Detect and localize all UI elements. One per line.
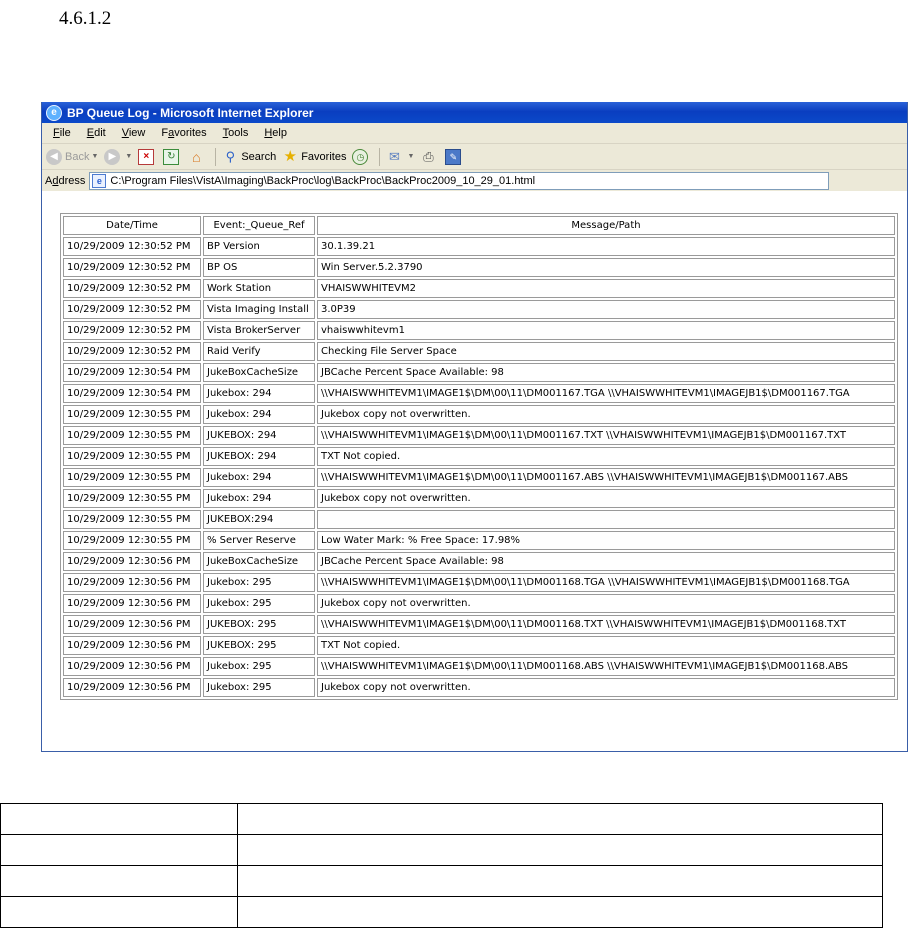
blank-cell	[238, 866, 883, 897]
cell-message: Jukebox copy not overwritten.	[317, 489, 895, 508]
blank-cell	[1, 835, 238, 866]
cell-event: Jukebox: 295	[203, 573, 315, 592]
cell-datetime: 10/29/2009 12:30:54 PM	[63, 363, 201, 382]
forward-button[interactable]	[104, 149, 132, 165]
cell-event: Jukebox: 294	[203, 489, 315, 508]
search-icon: ⚲	[225, 148, 236, 164]
cell-message: \\VHAISWWHITEVM1\IMAGE1$\DM\00\11\DM001167.TGA \\VHAISWWHITEVM1\IMAGEJB1$\DM001167.TGA	[317, 384, 895, 403]
cell-datetime: 10/29/2009 12:30:52 PM	[63, 342, 201, 361]
cell-datetime: 10/29/2009 12:30:55 PM	[63, 489, 201, 508]
cell-event: Jukebox: 294	[203, 405, 315, 424]
cell-event: Raid Verify	[203, 342, 315, 361]
cell-event: JUKEBOX: 295	[203, 636, 315, 655]
table-row	[63, 237, 895, 256]
cell-datetime: 10/29/2009 12:30:55 PM	[63, 468, 201, 487]
cell-event: JUKEBOX: 294	[203, 447, 315, 466]
mail-button[interactable]	[386, 149, 414, 165]
section-number: 4.6.1.2	[59, 8, 112, 29]
menu-item[interactable]: File	[53, 127, 71, 139]
menu-item[interactable]: Tools	[222, 127, 249, 139]
table-row	[63, 594, 895, 613]
search-label: Search	[241, 150, 277, 163]
cell-event: BP OS	[203, 258, 315, 277]
cell-datetime: 10/29/2009 12:30:55 PM	[63, 426, 201, 445]
cell-datetime: 10/29/2009 12:30:52 PM	[63, 321, 201, 340]
home-button[interactable]	[188, 149, 207, 165]
cell-event: Work Station	[203, 279, 315, 298]
table-row	[63, 573, 895, 592]
history-button[interactable]	[352, 149, 371, 165]
cell-event: JUKEBOX:294	[203, 510, 315, 529]
table-row	[63, 342, 895, 361]
blank-cell	[238, 897, 883, 928]
column-header-event: Event:_Queue_Ref	[203, 216, 315, 235]
cell-datetime: 10/29/2009 12:30:56 PM	[63, 657, 201, 676]
cell-message: \\VHAISWWHITEVM1\IMAGE1$\DM\00\11\DM001168.TGA \\VHAISWWHITEVM1\IMAGEJB1$\DM001168.TGA	[317, 573, 895, 592]
cell-event: % Server Reserve	[203, 531, 315, 550]
favorites-label: Favorites	[301, 150, 347, 163]
table-row	[63, 657, 895, 676]
address-field[interactable]	[89, 172, 829, 190]
cell-message: 3.0P39	[317, 300, 895, 319]
page-content	[42, 191, 907, 751]
cell-datetime: 10/29/2009 12:30:56 PM	[63, 573, 201, 592]
address-bar	[42, 170, 907, 193]
menu-item[interactable]: Favorites	[161, 127, 207, 139]
toolbar	[42, 144, 907, 170]
cell-datetime: 10/29/2009 12:30:55 PM	[63, 405, 201, 424]
cell-datetime: 10/29/2009 12:30:55 PM	[63, 510, 201, 529]
blank-table-row	[1, 804, 883, 835]
back-button[interactable]	[46, 149, 98, 165]
cell-event: Jukebox: 294	[203, 468, 315, 487]
cell-message	[317, 510, 895, 529]
back-label: Back	[65, 150, 90, 163]
refresh-icon: ↻	[163, 149, 179, 165]
cell-datetime: 10/29/2009 12:30:56 PM	[63, 594, 201, 613]
blank-table-row	[1, 835, 883, 866]
chevron-down-icon: ▼	[125, 153, 133, 160]
cell-datetime: 10/29/2009 12:30:52 PM	[63, 237, 201, 256]
blank-cell	[238, 835, 883, 866]
table-row	[63, 363, 895, 382]
blank-cell	[238, 804, 883, 835]
refresh-button[interactable]	[163, 149, 182, 165]
cell-message: \\VHAISWWHITEVM1\IMAGE1$\DM\00\11\DM001167.ABS \\VHAISWWHITEVM1\IMAGEJB1$\DM001167.ABS	[317, 468, 895, 487]
cell-message: VHAISWWHITEVM2	[317, 279, 895, 298]
cell-message: JBCache Percent Space Available: 98	[317, 552, 895, 571]
table-row	[63, 384, 895, 403]
toolbar-separator	[379, 148, 380, 166]
blank-table-row	[1, 866, 883, 897]
table-row	[63, 489, 895, 508]
search-button[interactable]	[222, 149, 276, 165]
chevron-down-icon: ▼	[407, 153, 415, 160]
table-row	[63, 615, 895, 634]
blank-cell	[1, 866, 238, 897]
cell-message: \\VHAISWWHITEVM1\IMAGE1$\DM\00\11\DM001168.ABS \\VHAISWWHITEVM1\IMAGEJB1$\DM001168.ABS	[317, 657, 895, 676]
cell-event: Jukebox: 294	[203, 384, 315, 403]
cell-datetime: 10/29/2009 12:30:56 PM	[63, 636, 201, 655]
edit-icon: ✎	[445, 149, 461, 165]
star-icon: ★	[283, 147, 297, 165]
cell-message: TXT Not copied.	[317, 447, 895, 466]
table-row	[63, 468, 895, 487]
blank-cell	[1, 804, 238, 835]
address-label: Address	[45, 175, 86, 187]
table-row	[63, 510, 895, 529]
cell-message: JBCache Percent Space Available: 98	[317, 363, 895, 382]
forward-arrow-icon: ▶	[104, 149, 120, 165]
cell-message: TXT Not copied.	[317, 636, 895, 655]
cell-event: JukeBoxCacheSize	[203, 552, 315, 571]
blank-table-row	[1, 897, 883, 928]
log-table	[60, 213, 898, 700]
blank-cell	[1, 897, 238, 928]
table-row	[63, 321, 895, 340]
history-icon: ◷	[352, 149, 368, 165]
cell-datetime: 10/29/2009 12:30:54 PM	[63, 384, 201, 403]
cell-datetime: 10/29/2009 12:30:52 PM	[63, 279, 201, 298]
blank-table	[0, 803, 883, 928]
cell-datetime: 10/29/2009 12:30:55 PM	[63, 531, 201, 550]
cell-event: Vista Imaging Install	[203, 300, 315, 319]
title-bar[interactable]	[42, 102, 907, 123]
column-header-message: Message/Path	[317, 216, 895, 235]
table-row	[63, 552, 895, 571]
print-button[interactable]	[420, 149, 439, 165]
cell-message: 30.1.39.21	[317, 237, 895, 256]
table-row	[63, 531, 895, 550]
cell-message: \\VHAISWWHITEVM1\IMAGE1$\DM\00\11\DM001168.TXT \\VHAISWWHITEVM1\IMAGEJB1$\DM001168.TXT	[317, 615, 895, 634]
cell-event: Jukebox: 295	[203, 678, 315, 697]
cell-event: JukeBoxCacheSize	[203, 363, 315, 382]
cell-event: BP Version	[203, 237, 315, 256]
cell-message: vhaiswwhitevm1	[317, 321, 895, 340]
address-url: C:\Program Files\VistA\Imaging\BackProc\log\BackProc\BackProc2009_10_29_01.html	[110, 175, 536, 187]
browser-window	[41, 102, 908, 752]
cell-event: JUKEBOX: 294	[203, 426, 315, 445]
home-icon: ⌂	[192, 148, 201, 165]
table-header-row	[63, 216, 895, 235]
cell-message: \\VHAISWWHITEVM1\IMAGE1$\DM\00\11\DM001167.TXT \\VHAISWWHITEVM1\IMAGEJB1$\DM001167.TXT	[317, 426, 895, 445]
cell-message: Jukebox copy not overwritten.	[317, 405, 895, 424]
cell-datetime: 10/29/2009 12:30:56 PM	[63, 615, 201, 634]
menu-item[interactable]: View	[121, 127, 146, 139]
chevron-down-icon: ▼	[91, 153, 99, 160]
back-arrow-icon: ◀	[46, 149, 62, 165]
window-title: BP Queue Log - Microsoft Internet Explorer	[67, 105, 314, 120]
menu-item[interactable]: Help	[264, 127, 287, 139]
ie-logo-icon: e	[46, 105, 62, 121]
cell-message: Low Water Mark: % Free Space: 17.98%	[317, 531, 895, 550]
cell-event: Jukebox: 295	[203, 657, 315, 676]
table-row	[63, 678, 895, 697]
cell-datetime: 10/29/2009 12:30:52 PM	[63, 300, 201, 319]
column-header-datetime: Date/Time	[63, 216, 201, 235]
favorites-button[interactable]	[282, 149, 346, 165]
table-row	[63, 447, 895, 466]
cell-datetime: 10/29/2009 12:30:56 PM	[63, 678, 201, 697]
table-row	[63, 405, 895, 424]
page-icon: e	[92, 174, 106, 188]
cell-datetime: 10/29/2009 12:30:55 PM	[63, 447, 201, 466]
stop-button[interactable]	[138, 149, 157, 165]
edit-button[interactable]	[445, 149, 464, 165]
cell-datetime: 10/29/2009 12:30:52 PM	[63, 258, 201, 277]
cell-message: Jukebox copy not overwritten.	[317, 678, 895, 697]
cell-event: Jukebox: 295	[203, 594, 315, 613]
table-row	[63, 258, 895, 277]
menu-bar	[42, 123, 907, 144]
cell-message: Checking File Server Space	[317, 342, 895, 361]
print-icon: ⎙	[423, 148, 434, 164]
cell-event: JUKEBOX: 295	[203, 615, 315, 634]
table-row	[63, 426, 895, 445]
cell-datetime: 10/29/2009 12:30:56 PM	[63, 552, 201, 571]
toolbar-separator	[215, 148, 216, 166]
stop-icon: ×	[138, 149, 154, 165]
table-row	[63, 279, 895, 298]
table-row	[63, 300, 895, 319]
table-row	[63, 636, 895, 655]
cell-message: Win Server.5.2.3790	[317, 258, 895, 277]
mail-icon: ✉	[389, 148, 400, 164]
menu-item[interactable]: Edit	[86, 127, 106, 139]
cell-event: Vista BrokerServer	[203, 321, 315, 340]
cell-message: Jukebox copy not overwritten.	[317, 594, 895, 613]
